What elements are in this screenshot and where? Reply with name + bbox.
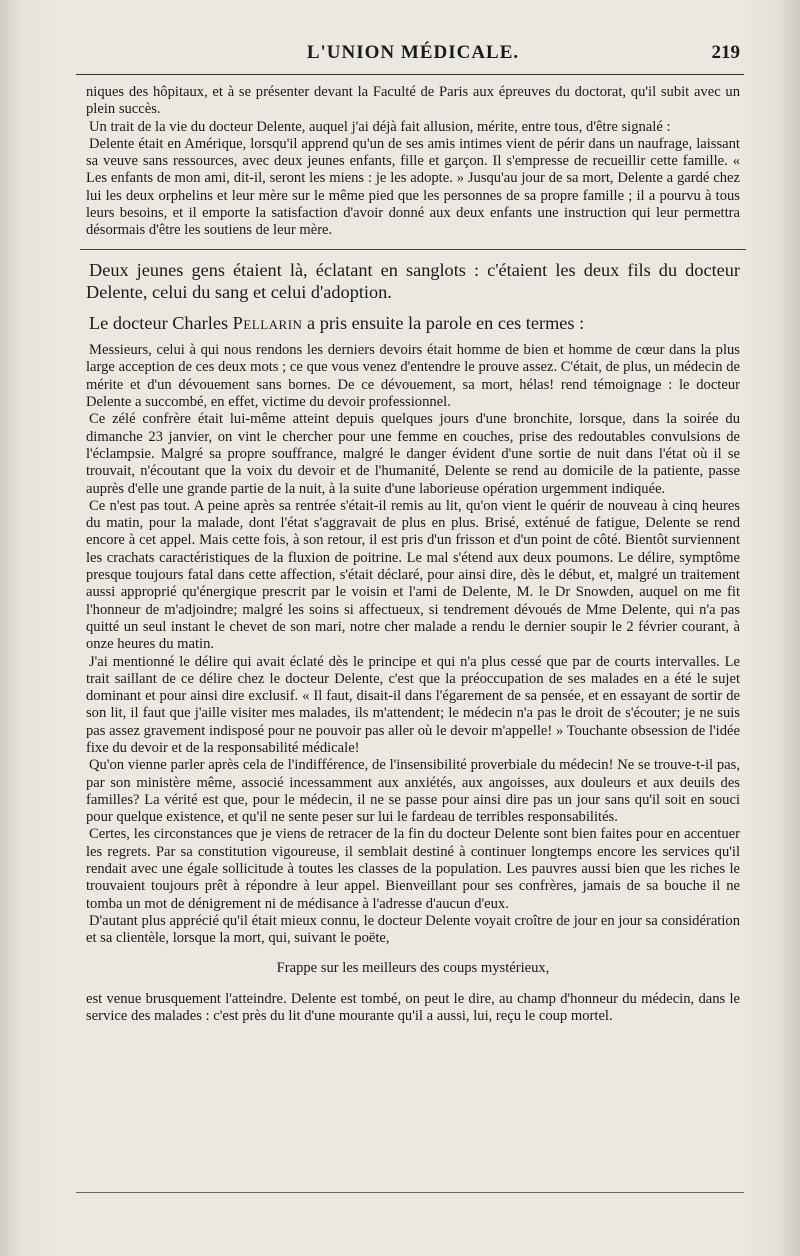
header-rule — [76, 74, 744, 75]
paragraph: est venue brusquement l'atteindre. Delente est tombé, on peut le dire, au champ d'honneur du médecin, dans le service des malades : c'est près du lit d'une mourante qu'il a aussi, lui, reçu le coup mortel. — [86, 990, 740, 1025]
paragraph-sons: Deux jeunes gens étaient là, éclatant en sanglots : c'étaient les deux fils du docteur Delente, celui du sang et celui d'adoption. — [86, 259, 740, 303]
article-body — [86, 84, 740, 1025]
paragraph: Messieurs, celui à qui nous rendons les derniers devoirs était homme de bien et homme de cœur dans la plus large acception de ces deux mots ; ce que vous venez d'entendre le prouve assez. C'était, de plus, un médecin de mérite et d'un dévouement sans bornes. De ce dévouement, sa mort, hélas! rend témoignage : le docteur Delente a succombé, en effet, victime du devoir professionnel. — [86, 342, 740, 411]
paragraph: Ce zélé confrère était lui-même atteint depuis quelques jours d'une bronchite, lorsque, dans la soirée du dimanche 23 janvier, on vint le chercher pour une femme en couches, prise des redoutables convulsions de l'éclampsie. Malgré sa propre souffrance, malgré le danger évident d'une sortie de nuit dans l'état où il se trouvait, n'écoutant que la voix du devoir et de l'humanité, Delente se rend au domicile de la patiente, passe auprès d'elle une grande partie de la nuit, à la suite d'une laborieuse opération urgemment indiquée. — [86, 411, 740, 497]
footer-rule — [76, 1192, 744, 1193]
paragraph: niques des hôpitaux, et à se présenter devant la Faculté de Paris aux épreuves du doctorat, qu'il subit avec un plein succès. — [86, 84, 740, 118]
journal-title: L'UNION MÉDICALE. — [306, 42, 520, 63]
page-header — [86, 40, 740, 74]
section-rule — [80, 249, 746, 250]
paragraph: D'autant plus apprécié qu'il était mieux connu, le docteur Delente voyait croître de jour en jour sa considération et sa clientèle, lorsque la mort, qui, suivant le poëte, — [86, 912, 740, 947]
intro-text: a pris ensuite la parole en ces termes : — [302, 312, 585, 333]
paragraph: J'ai mentionné le délire qui avait éclaté dès le principe et qui n'a plus cessé que par de courts intervalles. Le trait saillant de ce délire chez le docteur Delente, c'est que la préoccupation de ses malades en a été le sujet dominant et pour ainsi dire exclusif. « Il faut, disait-il dans l'égarement de sa pensée, et en essayant de sortir de son lit, il faut que j'aille visiter mes malades, ils m'attendent; le médecin n'a pas le droit de s'écouter; je ne suis pas assez gravement indisposé pour ne pouvoir pas aller où le devoir m'appelle! » Touchante obsession de l'idée fixe du devoir et de la responsabilité médicale! — [86, 653, 740, 756]
paragraph: Qu'on vienne parler après cela de l'indifférence, de l'insensibilité proverbiale du médecin! Ne se trouve-t-il pas, par son ministère même, associé incessamment aux anxiétés, aux angoisses, aux douleurs et aux deuils des familles? La vérité est que, pour le médecin, il ne se passe pour ainsi dire pas un jour sans qu'il soit en souci pour quelque existence, et qu'il ne sente peser sur lui le fardeau de terribles responsabilités. — [86, 757, 740, 826]
poem-quote: Frappe sur les meilleurs des coups mystérieux, — [276, 959, 550, 976]
intro-text: Le docteur Charles — [89, 312, 233, 333]
paragraph: Delente était en Amérique, lorsqu'il apprend qu'un de ses amis intimes vient de périr dans un naufrage, laissant sa veuve sans ressources, avec deux jeunes enfants, fille et garçon. Il s'empresse de recueillir cette famille. « Les enfants de mon ami, dit-il, seront les miens : je les adopte. » Jusqu'au jour de sa mort, Delente a gardé chez lui les deux orphelins et leur mère sur le même pied que les personnes de sa propre famille ; il a pourvu à tous leurs besoins, et il emporte la satisfaction d'avoir donné aux deux enfants une instruction qui leur permettra désormais d'être les soutiens de leur mère. — [86, 135, 740, 239]
speaker-name: Pellarin — [232, 312, 303, 333]
paragraph: Ce n'est pas tout. A peine après sa rentrée s'était-il remis au lit, qu'on vient le quérir de nouveau à cinq heures du matin, pour la malade, dont l'état s'aggravait de plus en plus. Brisé, exténué de fatigue, Delente se rend encore à cet appel. Mais cette fois, à son retour, il est pris d'un frisson et d'un point de côté. Bientôt surviennent les crachats caractéristiques de la fluxion de poitrine. Le mal s'étend aux deux poumons. Le délire, symptôme presque toujours fatal dans cette affection, s'était déclaré, pour ainsi dire, dès le début, et, malgré un traitement aussi approprié qu'énergique prescrit par le voisin et l'ami de Delente, M. le Dr Snowden, auquel on me fit l'honneur de m'adjoindre; malgré les soins si affectueux, si tendrement dévoués de Mme Delente, qui n'a pas quitté un seul instant le chevet de son mari, notre cher malade a rendu le dernier soupir le 2 février courant, à onze heures du matin. — [86, 497, 740, 653]
paragraph: Certes, les circonstances que je viens de retracer de la fin du docteur Delente sont bien faites pour en accentuer les regrets. Par sa constitution vigoureuse, il semblait destiné à continuer longtemps encore les services qu'il rendait avec une égale sollicitude à toutes les classes de la population. Les pauvres aussi bien que les riches le trouvaient toujours prêt à répondre à leur appel. Bienveillant pour ses confrères, jamais de sa bouche il ne tomba un mot de dénigrement ni de médisance à l'adresse d'aucun d'eux. — [86, 826, 740, 912]
page-number: 219 — [711, 42, 740, 63]
paragraph: Un trait de la vie du docteur Delente, auquel j'ai déjà fait allusion, mérite, entre tous, d'être signalé : — [89, 118, 671, 135]
paragraph-intro — [86, 312, 740, 335]
